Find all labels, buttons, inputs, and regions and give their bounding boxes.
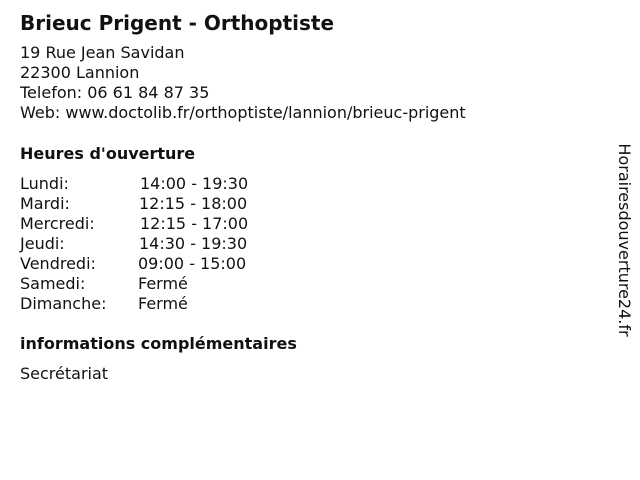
day-label: Vendredi:	[20, 254, 96, 273]
hours-row-wednesday	[20, 214, 320, 234]
additional-info-heading: informations complémentaires	[20, 334, 297, 353]
phone-number[interactable]: Telefon: 06 61 84 87 35	[20, 83, 210, 102]
day-label: Lundi:	[20, 174, 69, 193]
brand-watermark: Horairesdouverture24.fr	[615, 143, 634, 337]
address-block	[20, 43, 466, 123]
day-label: Samedi:	[20, 274, 86, 293]
street-address: 19 Rue Jean Savidan	[20, 43, 185, 62]
day-label: Dimanche:	[20, 294, 107, 313]
day-label: Mardi:	[20, 194, 70, 213]
time-value: Fermé	[138, 294, 188, 313]
hours-row-thursday	[20, 234, 320, 254]
time-value: 12:15 - 17:00	[140, 214, 249, 233]
hours-row-saturday	[20, 274, 320, 294]
additional-info-text: Secrétariat	[20, 364, 109, 383]
opening-hours-table	[20, 174, 320, 314]
city-address: 22300 Lannion	[20, 63, 140, 82]
time-value: 14:30 - 19:30	[139, 234, 248, 253]
website-link[interactable]: Web: www.doctolib.fr/orthoptiste/lannion/brieuc-prigent	[20, 103, 466, 122]
day-label: Jeudi:	[20, 234, 65, 253]
hours-row-sunday	[20, 294, 320, 314]
hours-row-monday	[20, 174, 320, 194]
time-value: 14:00 - 19:30	[140, 174, 249, 193]
time-value: Fermé	[138, 274, 188, 293]
opening-hours-heading: Heures d'ouverture	[20, 144, 196, 163]
hours-row-friday	[20, 254, 320, 274]
hours-row-tuesday	[20, 194, 320, 214]
day-label: Mercredi:	[20, 214, 95, 233]
time-value: 09:00 - 15:00	[138, 254, 247, 273]
business-name: Brieuc Prigent - Orthoptiste	[20, 11, 335, 35]
time-value: 12:15 - 18:00	[139, 194, 248, 213]
